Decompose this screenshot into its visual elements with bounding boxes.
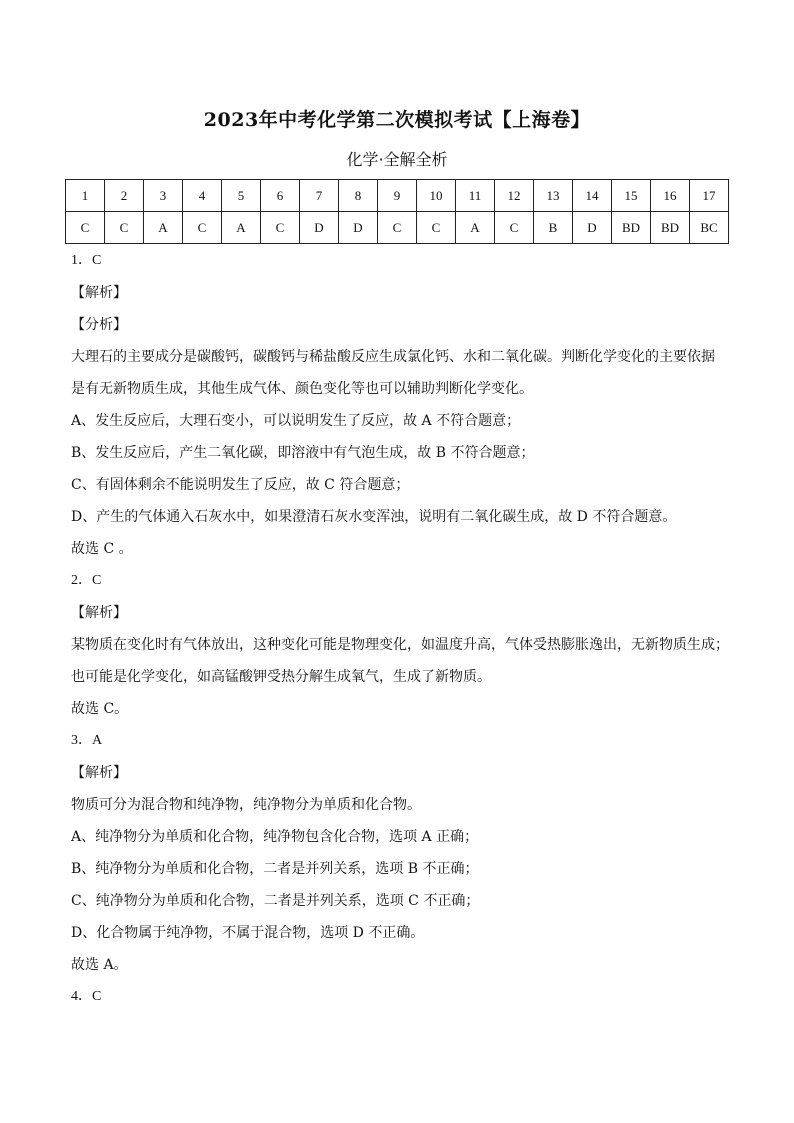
explanation-line: 大理石的主要成分是碳酸钙，碳酸钙与稀盐酸反应生成氯化钙、水和二氧化碳。判断化学变化的主要依据 (71, 349, 715, 365)
explanation-line: 是有无新物质生成，其他生成气体、颜色变化等也可以辅助判断化学变化。 (71, 381, 533, 397)
answer-cell: C (183, 212, 222, 244)
section-tag: 【解析】 (71, 285, 127, 301)
question-number-cell: 6 (261, 180, 300, 212)
question-number-cell: 3 (144, 180, 183, 212)
question-answer-heading: 3．A (71, 733, 103, 748)
answer-cell: A (222, 212, 261, 244)
question-number-cell: 9 (378, 180, 417, 212)
answer-cell: BD (612, 212, 651, 244)
answer-table-answer-row (66, 212, 729, 244)
explanation-line: A、纯净物分为单质和化合物，纯净物包含化合物，选项 A 正确； (71, 829, 479, 845)
answer-cell: B (534, 212, 573, 244)
explanation-line: A、发生反应后，大理石变小，可以说明发生了反应，故 A 不符合题意； (71, 413, 521, 429)
explanation-line: C、纯净物分为单质和化合物，二者是并列关系，选项 C 不正确； (71, 893, 480, 909)
answer-table-number-row (66, 180, 729, 212)
answer-cell: BC (690, 212, 729, 244)
question-number-cell: 15 (612, 180, 651, 212)
question-number-cell: 5 (222, 180, 261, 212)
answer-cell: A (456, 212, 495, 244)
answer-cell: C (378, 212, 417, 244)
question-number-cell: 7 (300, 180, 339, 212)
explanation-line: 也可能是化学变化，如高锰酸钾受热分解生成氧气，生成了新物质。 (71, 669, 491, 685)
question-number-cell: 14 (573, 180, 612, 212)
answer-cell: C (495, 212, 534, 244)
page-title: 2023年中考化学第二次模拟考试【上海卷】 (203, 109, 591, 131)
explanation-line: C、有固体剩余不能说明发生了反应，故 C 符合题意； (71, 477, 410, 493)
answer-cell: A (144, 212, 183, 244)
section-tag: 【分析】 (71, 317, 127, 333)
explanation-line: B、纯净物分为单质和化合物，二者是并列关系，选项 B 不正确； (71, 861, 479, 877)
explanation-line: 故选 C 。 (71, 541, 133, 557)
answer-table (65, 179, 729, 244)
question-number-cell: 16 (651, 180, 690, 212)
answer-cell: C (417, 212, 456, 244)
explanation-line: 故选 C。 (71, 701, 129, 717)
answer-cell: BD (651, 212, 690, 244)
question-number-cell: 1 (66, 180, 105, 212)
answer-cell: D (300, 212, 339, 244)
answer-cell: C (261, 212, 300, 244)
question-number-cell: 8 (339, 180, 378, 212)
question-number-cell: 12 (495, 180, 534, 212)
question-number-cell: 10 (417, 180, 456, 212)
question-number-cell: 4 (183, 180, 222, 212)
question-number-cell: 13 (534, 180, 573, 212)
explanation-body (71, 249, 736, 1017)
question-number-cell: 11 (456, 180, 495, 212)
question-answer-heading: 2．C (71, 573, 102, 588)
question-answer-heading: 4．C (71, 989, 102, 1004)
explanation-line: D、化合物属于纯净物，不属于混合物，选项 D 不正确。 (71, 925, 425, 941)
answer-cell: D (339, 212, 378, 244)
question-answer-heading: 1．C (71, 253, 102, 268)
explanation-line: B、发生反应后，产生二氧化碳，即溶液中有气泡生成，故 B 不符合题意； (71, 445, 535, 461)
explanation-line: 故选 A。 (71, 957, 128, 973)
answer-cell: D (573, 212, 612, 244)
answer-cell: C (66, 212, 105, 244)
question-number-cell: 2 (105, 180, 144, 212)
question-number-cell: 17 (690, 180, 729, 212)
page-subtitle: 化学·全解全析 (346, 150, 448, 169)
explanation-line: D、产生的气体通入石灰水中，如果澄清石灰水变浑浊，说明有二氧化碳生成，故 D 不符合题意。 (71, 509, 677, 525)
section-tag: 【解析】 (71, 605, 127, 621)
explanation-line: 某物质在变化时有气体放出，这种变化可能是物理变化，如温度升高，气体受热膨胀逸出，无新物质生成； (71, 637, 729, 653)
section-tag: 【解析】 (71, 765, 127, 781)
answer-cell: C (105, 212, 144, 244)
explanation-line: 物质可分为混合物和纯净物，纯净物分为单质和化合物。 (71, 797, 421, 813)
